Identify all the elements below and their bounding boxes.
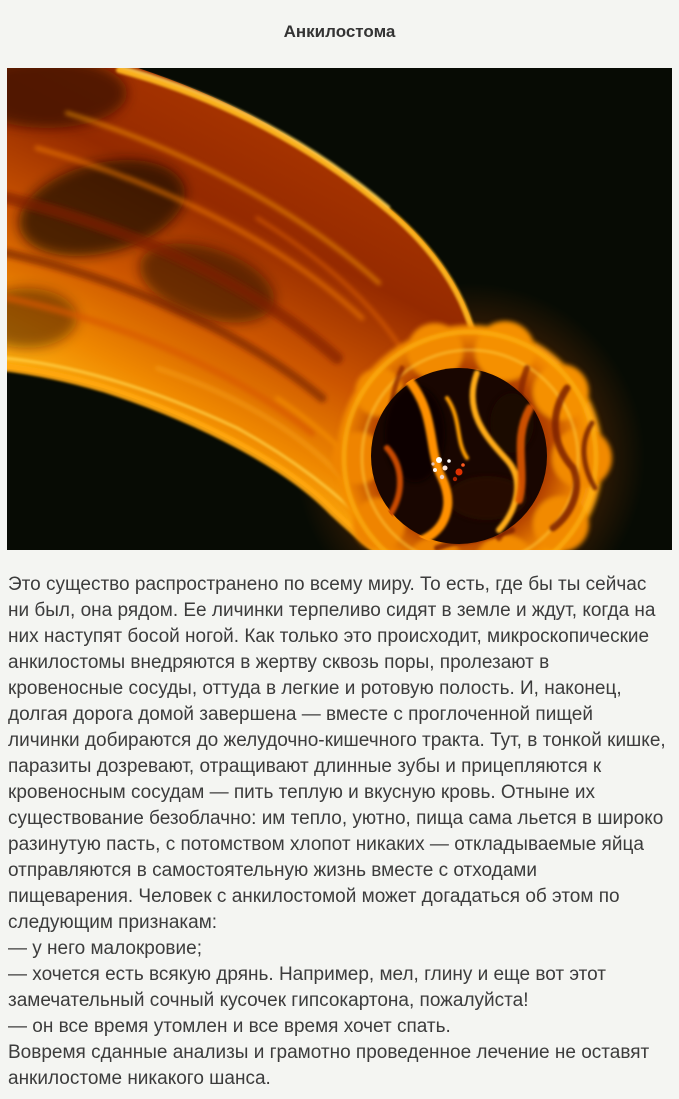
hookworm-illustration (7, 68, 672, 550)
page-title: Анкилостома (283, 22, 396, 41)
symptom-line-anemia: — у него малокровие; (8, 938, 202, 959)
hookworm-photo (7, 68, 672, 550)
article-text (8, 572, 667, 1092)
article-conclusion: Вовремя сданные анализы и грамотно проведенное лечение не оставят анкилостоме никакого шанса. (8, 1042, 650, 1089)
symptom-line-pica: — хочется есть всякую дрянь. Например, мел, глину и еще вот этот замечательный сочный кусочек гипсокартона, пожалуйста! (8, 964, 606, 1011)
symptom-line-fatigue: — он все время утомлен и все время хочет спать. (8, 1016, 451, 1037)
article-intro: Это существо распространено по всему миру. То есть, где бы ты сейчас ни был, она рядом. Ее личинки терпеливо сидят в земле и ждут, когда на них наступят босой ногой. Как только это происходит, микроскопические анкилостомы внедряются в жертву сквозь поры, пролезают в кровеносные сосуды, оттуда в легкие и ротовую полость. И, наконец, долгая дорога домой завершена — вместе с проглоченной пищей личинки добираются до желудочно-кишечного тракта. Тут, в тонкой кишке, паразиты дозревают, отращивают длинные зубы и прицепляются к кровеносным сосудам — пить теплую и вкусную кровь. Отныне их существование безоблачно: им тепло, уютно, пища сама льется в широко разинутую пасть, с потомством хлопот никаких — откладываемые яйца отправляются в самостоятельную жизнь вместе с отходами пищеварения. Человек с анкилостомой может догадаться об этом по следующим признакам: (8, 574, 666, 933)
